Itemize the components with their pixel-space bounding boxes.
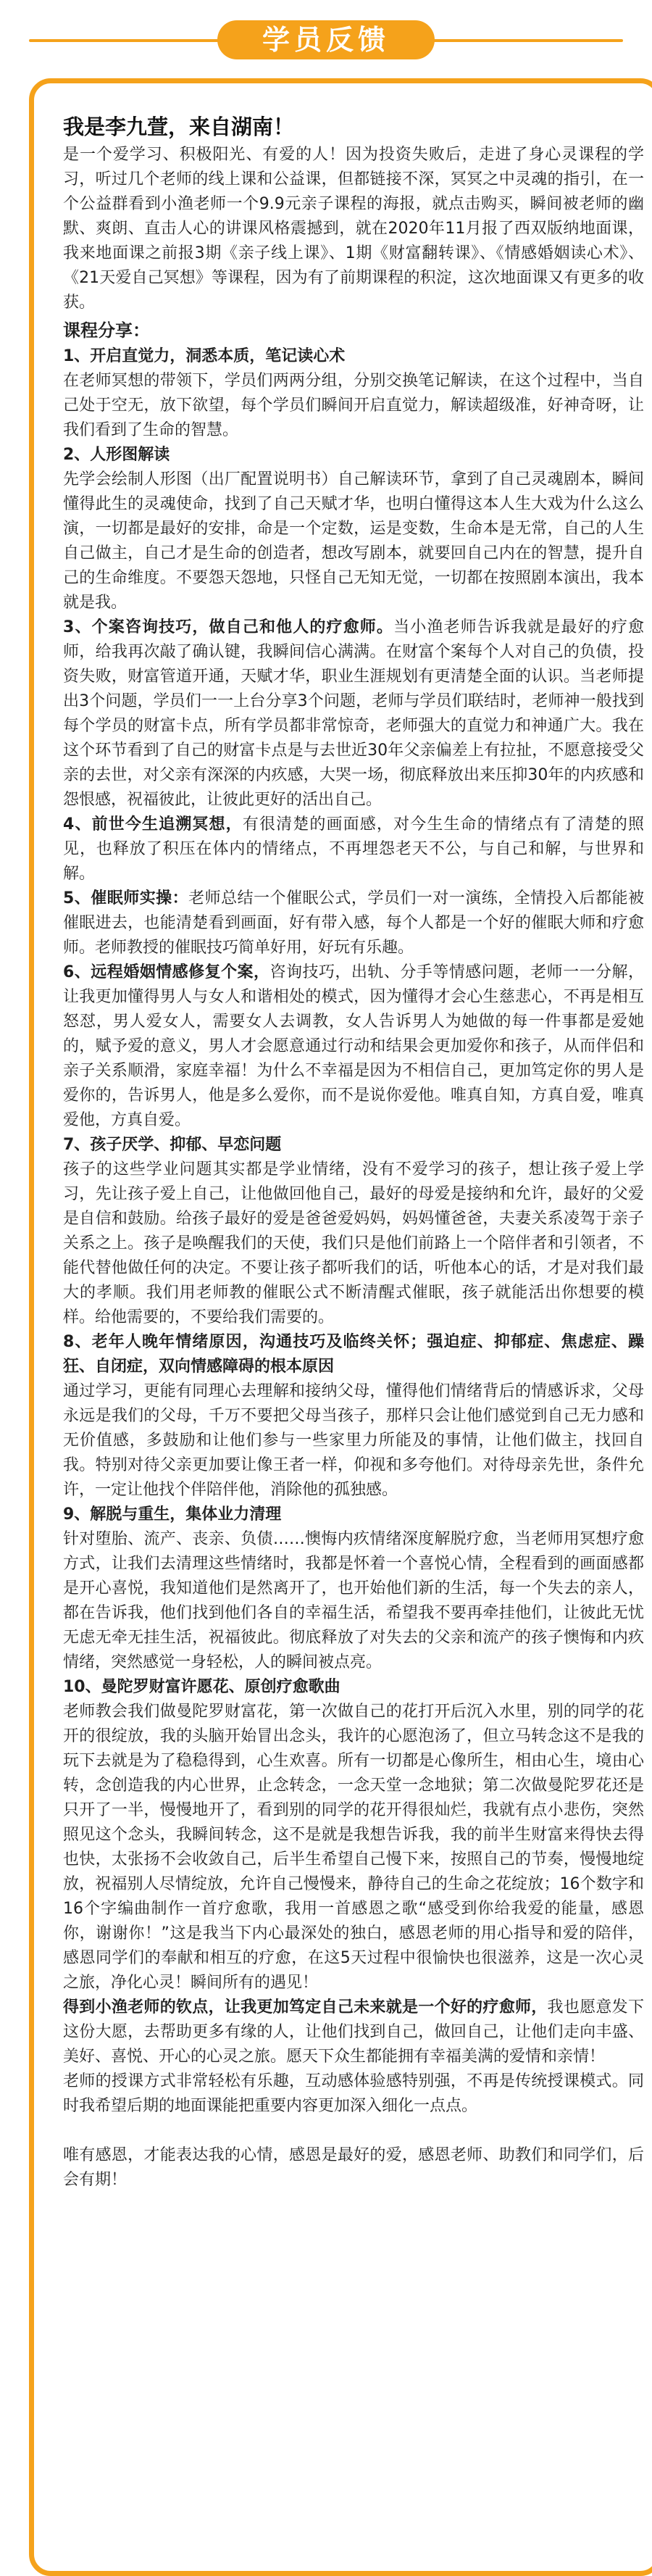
section-1-title: 1、开启直觉力，洞悉本质，笔记读心术 [63, 347, 346, 365]
section-6-title: 6、远程婚姻情感修复个案， [63, 963, 270, 981]
section-4 [63, 813, 644, 886]
section-8-body: 通过学习，更能有同理心去理解和接纳父母，懂得他们情绪背后的情感诉求，父母永远是我们的父母，千万不要把父母当孩子，那样只会让他们感觉到自己无力感和无价值感，多鼓励和让他们参与一些家里力所能及的事情，让他们做主，找回自我。特别对待父亲更加要让像王者一样，仰视和多夸他们。对待母亲先世，条件允许，一定让他找个伴陪伴他，消除他的孤独感。 [63, 1382, 644, 1499]
section-11 [63, 1995, 644, 2069]
page-title: 学员反馈 [217, 20, 435, 59]
section-5-body: 老师总结一个催眠公式，学员们一对一演练，全情投入后都能被催眠进去，也能清楚看到画面，好有带入感，每个人都是一个好的催眠大师和疗愈师。老师教授的催眠技巧简单好用，好玩有乐趣。 [63, 889, 644, 957]
header-bar [0, 20, 652, 59]
section-5 [63, 886, 644, 960]
section-4-body: 有很清楚的画面感，对今生生命的情绪点有了清楚的照见，也释放了积压在体内的情绪点，不再埋怨老天不公，与自己和解，与世界和解。 [63, 815, 644, 883]
section-9-title: 9、解脱与重生，集体业力清理 [63, 1505, 282, 1524]
sharing-heading: 课程分享： [63, 320, 150, 341]
section-2-title: 2、人形图解读 [63, 446, 170, 464]
section-7-body: 孩子的这些学业问题其实都是学业情绪，没有不爱学习的孩子，想让孩子爱上学习，先让孩子爱上自己，让他做回他自己，最好的母爱是接纳和允许，最好的父爱是自信和鼓励。给孩子最好的爱是爸爸爱妈妈，妈妈懂爸爸，夫妻关系凌驾于亲子关系之上。孩子是唤醒我们的天使，我们只是他们前路上一个陪伴者和引领者，不能代替他做任何的决定。不要让孩子都听我们的话，听他本心的话，才是对我们最大的孝顺。我们用老师教的催眠公式不断清醒式催眠，孩子就能活出你想要的模样。给他需要的，不要给我们需要的。 [63, 1160, 644, 1326]
section-8-title: 8、老年人晚年情绪原因，沟通技巧及临终关怀；强迫症、抑郁症、焦虑症、躁狂、自闭症，双向情感障碍的根本原因 [63, 1333, 644, 1376]
section-12-body: 老师的授课方式非常轻松有乐趣，互动感体验感特别强，不再是传统授课模式。同时我希望后期的地面课能把重要内容更加深入细化一点点。 [63, 2072, 644, 2115]
section-4-title: 4、前世今生追溯冥想， [63, 815, 243, 834]
closing-text: 唯有感恩，才能表达我的心情，感恩是最好的爱，感恩老师、助教们和同学们，后会有期！ [63, 2146, 644, 2189]
section-3-title: 3、个案咨询技巧，做自己和他人的疗愈师。 [63, 618, 394, 636]
section-6 [63, 960, 644, 1133]
section-9-body: 针对堕胎、流产、丧亲、负债……懊悔内疚情绪深度解脱疗愈，当老师用冥想疗愈方式，让我们去清理这些情绪时，我都是怀着一个喜悦心情，全程看到的画面感都是开心喜悦，我知道他们是然离开了，也开始他们新的生活，每一个失去的亲人，都在告诉我，他们找到他们各自的幸福生活，希望我不要再牵挂他们，让彼此无忧无虑无牵无挂生活，祝福彼此。彻底释放了对失去的父亲和流产的孩子懊悔和内疚情绪，突然感觉一身轻松，人的瞬间被点亮。 [63, 1530, 644, 1671]
section-6-body: 咨询技巧，出轨、分手等情感问题，老师一一分解，让我更加懂得男人与女人和谐相处的模式，因为懂得才会心生慈悲心，不再是相互怒怼，男人爱女人，需要女人去调教，女人告诉男人为她做的每一件事都是爱她的，赋予爱的意义，男人才会愿意通过行动和结果会更加爱你和孩子，从而伴侣和亲子关系顺滑，家庭幸福！为什么不幸福是因为不相信自己，更加笃定你的男人是爱你的，告诉男人，他是多么爱你，而不是说你爱他。唯真自知，方真自爱，唯真爱他，方真自爱。 [63, 963, 644, 1129]
section-11-body: 我也愿意发下这份大愿，去帮助更多有缘的人，让他们找到自己，做回自己，让他们走向丰盛、美好、喜悦、开心的心灵之旅。愿天下众生都能拥有幸福美满的爱情和亲情！ [63, 1998, 644, 2066]
section-3 [63, 615, 644, 813]
intro-body: 是一个爱学习、积极阳光、有爱的人！因为投资失败后，走进了身心灵课程的学习，听过几个老师的线上课和公益课，但都链接不深，冥冥之中灵魂的指引，在一个公益群看到小渔老师一个9.9元亲子课程的海报，就点击购买，瞬间被老师的幽默、爽朗、直击人心的讲课风格震撼到，就在2020年11月报了西双版纳地面课，我来地面课之前报3期《亲子线上课》、1期《财富翻转课》、《情感婚姻读心术》、《21天爱自己冥想》等课程，因为有了前期课程的积淀，这次地面课又有更多的收获。 [63, 146, 644, 312]
feedback-card [29, 78, 652, 2576]
section-5-title: 5、催眠师实操： [63, 889, 189, 907]
section-11-title: 得到小渔老师的钦点，让我更加笃定自己未来就是一个好的疗愈师， [63, 1998, 548, 2016]
intro-title: 我是李九萱，来自湖南！ [63, 115, 295, 139]
section-3-body: 当小渔老师告诉我就是最好的疗愈师，给我再次敲了确认键，我瞬间信心满满。在财富个案每个人对自己的负债，投资失败，财富管道开通，天赋才华，职业生涯规划有更清楚全面的认识。当老师提出3个问题，学员们一一上台分享3个问题，老师与学员们联结时，老师神一般找到每个学员的财富卡点，所有学员都非常惊奇，老师强大的直觉力和神通广大。我在这个环节看到了自己的财富卡点是与去世近30年父亲偏差上有拉扯，不愿意接受父亲的去世，对父亲有深深的内疚感，大哭一场，彻底释放出来压抑30年的内疚感和怨恨感，祝福彼此，让彼此更好的活出自己。 [63, 618, 644, 809]
section-10-title: 10、曼陀罗财富许愿花、原创疗愈歌曲 [63, 1678, 340, 1696]
section-1-body: 在老师冥想的带领下，学员们两两分组，分别交换笔记解读，在这个过程中，当自己处于空无，放下欲望，每个学员们瞬间开启直觉力，解读超级准，好神奇呀，让我们看到了生命的智慧。 [63, 372, 644, 439]
section-7-title: 7、孩子厌学、抑郁、早恋问题 [63, 1136, 282, 1154]
section-10-body: 老师教会我们做曼陀罗财富花，第一次做自己的花打开后沉入水里，别的同学的花开的很绽放，我的头脑开始冒出念头，我许的心愿泡汤了，但立马转念这不是我的玩下去就是为了稳稳得到，心生欢喜。所有一切都是心像所生，相由心生，境由心转，念创造我的内心世界，止念转念，一念天堂一念地狱；第二次做曼陀罗花还是只开了一半，慢慢地开了，看到别的同学的花开得很灿烂，我就有点小悲伤，突然照见这个念头，我瞬间转念，这不是就是我想告诉我，我的前半生财富来得快去得也快，太张扬不会收敛自己，后半生希望自己慢下来，按照自己的节奏，慢慢地绽放，祝福别人尽情绽放，允许自己慢慢来，静待自己的生命之花绽放；16个数字和16个字编曲制作一首疗愈歌，我用一首感恩之歌“感受到你给我爱的能量，感恩你，谢谢你！”这是我当下内心最深处的独白，感恩老师的用心指导和爱的陪伴，感恩同学们的奉献和相互的疗愈，在这5天过程中很愉快也很滋养，这是一次心灵之旅，净化心灵！瞬间所有的遇见！ [63, 1703, 644, 1992]
section-2-body: 先学会绘制人形图（出厂配置说明书）自己解读环节，拿到了自己灵魂剧本，瞬间懂得此生的灵魂使命，找到了自己天赋才华，也明白懂得这本人生大戏为什么这么演，一切都是最好的安排，命是一个定数，运是变数，生命本是无常，自己的人生自己做主，自己才是生命的创造者，想改写剧本，就要回自己内在的智慧，提升自己的生命维度。不要怨天怨地，只怪自己无知无觉，一切都在按照剧本演出，我本就是我。 [63, 470, 644, 612]
